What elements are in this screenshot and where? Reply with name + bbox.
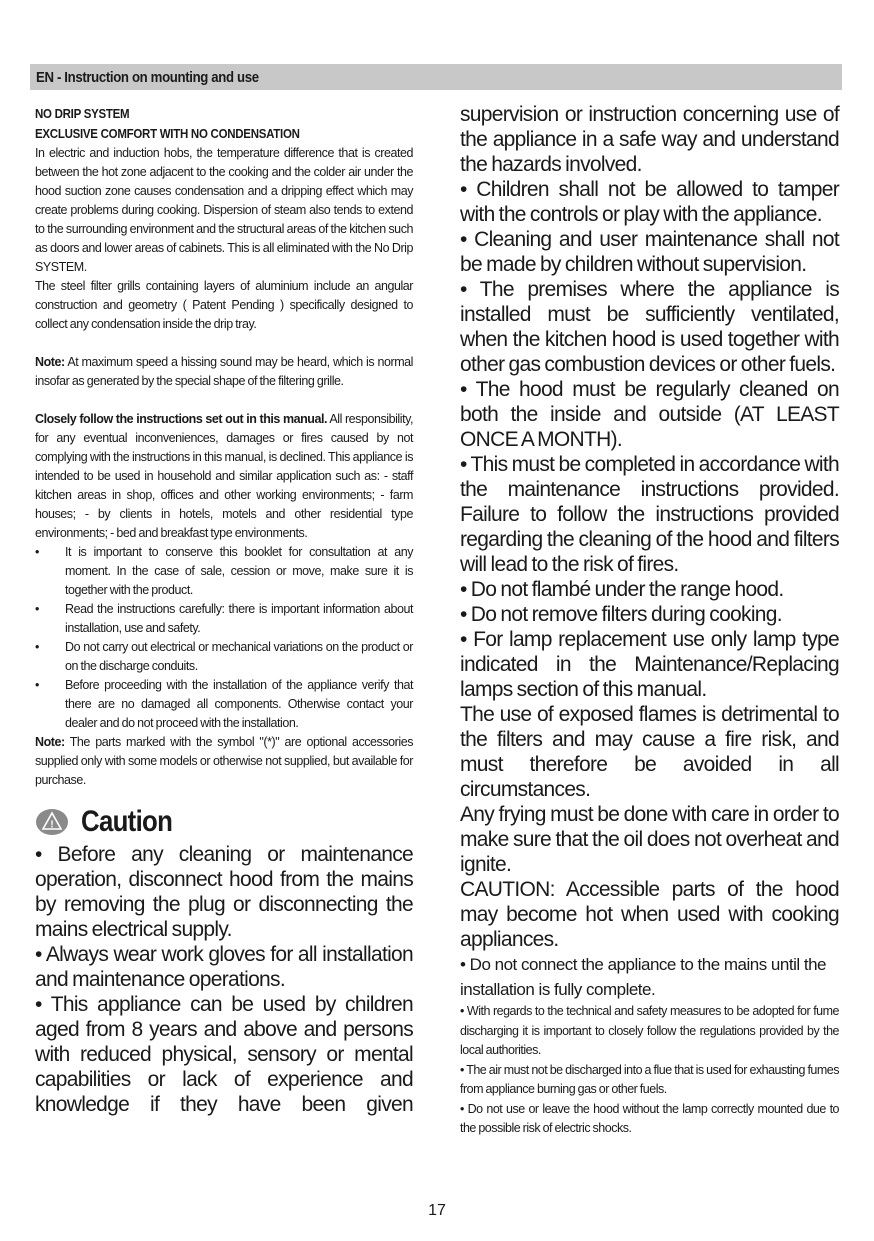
list-item: • Read the instructions carefully: there is important information about installation, use and safety. — [35, 602, 413, 635]
note-hissing — [35, 353, 413, 391]
safety-no-flambe: • Do not flambé under the range hood. — [460, 578, 784, 601]
caution-warning-icon — [35, 807, 69, 837]
follow-instructions-bold: Closely follow the instructions set out in this manual. — [35, 412, 328, 426]
bullet: • — [35, 640, 39, 654]
safety-regular-cleaning: • The hood must be regularly cleaned on both the inside and outside (AT LEAST ONCE A MONTH). — [460, 378, 839, 451]
caution-title: Caution — [81, 805, 173, 838]
left-column — [35, 104, 413, 1117]
caution-gloves: • Always wear work gloves for all installation and maintenance operations. — [35, 943, 413, 991]
heading-exclusive-comfort: EXCLUSIVE COMFORT WITH NO CONDENSATION — [35, 127, 300, 141]
safety-children-tamper: • Children shall not be allowed to tamper with the controls or play with the appliance. — [460, 178, 839, 226]
safety-lamp-replacement: • For lamp replacement use only lamp type indicated in the Maintenance/Replacing lamps section of this manual. — [460, 628, 839, 701]
note-text: At maximum speed a hissing sound may be heard, which is normal insofar as generated by the special shape of the filtering grille. — [35, 355, 413, 388]
safety-filters: • Do not remove filters during cooking. — [460, 603, 782, 626]
note-optional-parts — [35, 733, 413, 790]
bullet: • — [35, 678, 39, 692]
safety-supervision: supervision or instruction concerning use of the appliance in a safe way and understand the hazards involved. — [460, 103, 839, 176]
caution-icon-glyph: ! — [50, 819, 54, 831]
safety-lamp-mounted: • Do not use or leave the hood without the lamp correctly mounted due to the possible risk of electric shocks. — [460, 1101, 839, 1135]
section-title: EN - Instruction on mounting and use — [36, 69, 259, 86]
safety-ventilation: • The premises where the appliance is installed must be sufficiently ventilated, when the kitchen hood is used together with other gas combustion devices or other fuels. — [460, 278, 839, 376]
section-header-bar — [30, 64, 842, 90]
note-label: Note: — [35, 735, 65, 749]
list-item: • It is important to conserve this booklet for consultation at any moment. In the case of sale, cession or move, make sure it is together with the product. — [35, 545, 413, 597]
note-label: Note: — [35, 355, 65, 369]
right-column — [460, 102, 839, 1139]
safety-flue: • The air must not be discharged into a flue that is used for exhausting fumes from appliance burning gas or other fuels. — [460, 1062, 839, 1096]
safety-fume-regulations: • With regards to the technical and safety measures to be adopted for fume discharging it is important to closely follow the regulations provided by the local authorities. — [460, 1004, 839, 1057]
filter-grills-paragraph: The steel filter grills containing layers of aluminium include an angular construction and geometry ( Patent Pending ) specifically designed to collect any condensation inside the drip tray. — [35, 279, 413, 331]
list-item: • Do not carry out electrical or mechanical variations on the product or on the discharge conduits. — [35, 640, 413, 673]
safety-cleaning-children: • Cleaning and user maintenance shall not be made by children without supervision. — [460, 228, 839, 276]
list-item: • Before proceeding with the installation of the appliance verify that there are no damaged all components. Otherwise contact your dealer and do not proceed with the installation. — [35, 678, 413, 730]
safety-frying: Any frying must be done with care in order to make sure that the oil does not overheat and ignite. — [460, 803, 839, 876]
instruction-bullets — [35, 543, 413, 733]
safety-maintenance: • This must be completed in accordance with the maintenance instructions provided. Failure to follow the instructions provided regarding the cleaning of the hood and filters will lead to the risk of fires. — [460, 453, 839, 576]
caution-children: • This appliance can be used by children aged from 8 years and above and persons with reduced physical, sensory or mental capabilities or lack of experience and knowledge if they have been given — [35, 993, 413, 1116]
bullet: • — [35, 602, 39, 616]
responsibility-paragraph — [35, 410, 413, 543]
safety-exposed-flames: The use of exposed flames is detrimental to the filters and may cause a fire risk, and must therefore be avoided in all circumstances. — [460, 703, 839, 801]
safety-mains-connection: • Do not connect the appliance to the mains until the installation is fully complete. — [460, 955, 826, 999]
safety-hot-parts: CAUTION: Accessible parts of the hood may become hot when used with cooking appliances. — [460, 878, 839, 951]
note-text: The parts marked with the symbol "(*)" are optional accessories supplied only with some models or otherwise not supplied, but available for purchase. — [35, 735, 413, 787]
heading-no-drip: NO DRIP SYSTEM — [35, 107, 130, 121]
page-number: 17 — [428, 1202, 446, 1219]
caution-heading — [35, 802, 413, 842]
no-drip-paragraph: In electric and induction hobs, the temperature difference that is created between the hot zone adjacent to the cooking and the colder air under the hood suction zone causes condensation and a dripping effect which may create problems during cooking. Dispersion of steam also tends to extend to the surrounding environment and the structural areas of the kitchen such as doors and lower areas of cabinets. This is all eliminated with the No Drip SYSTEM. — [35, 146, 413, 274]
caution-disconnect: • Before any cleaning or maintenance operation, disconnect hood from the mains by removing the plug or disconnecting the mains electrical supply. — [35, 843, 413, 941]
bullet: • — [35, 545, 39, 559]
responsibility-text: All responsibility, for any eventual inconveniences, damages or fires caused by not complying with the instructions in this manual, is declined. This appliance is intended to be used in household and similar application such as: - staff kitchen areas in shop, offices and other working environments; - farm houses; - by clients in hotels, motels and other residential type environments; - bed and breakfast type environments. — [35, 412, 413, 540]
